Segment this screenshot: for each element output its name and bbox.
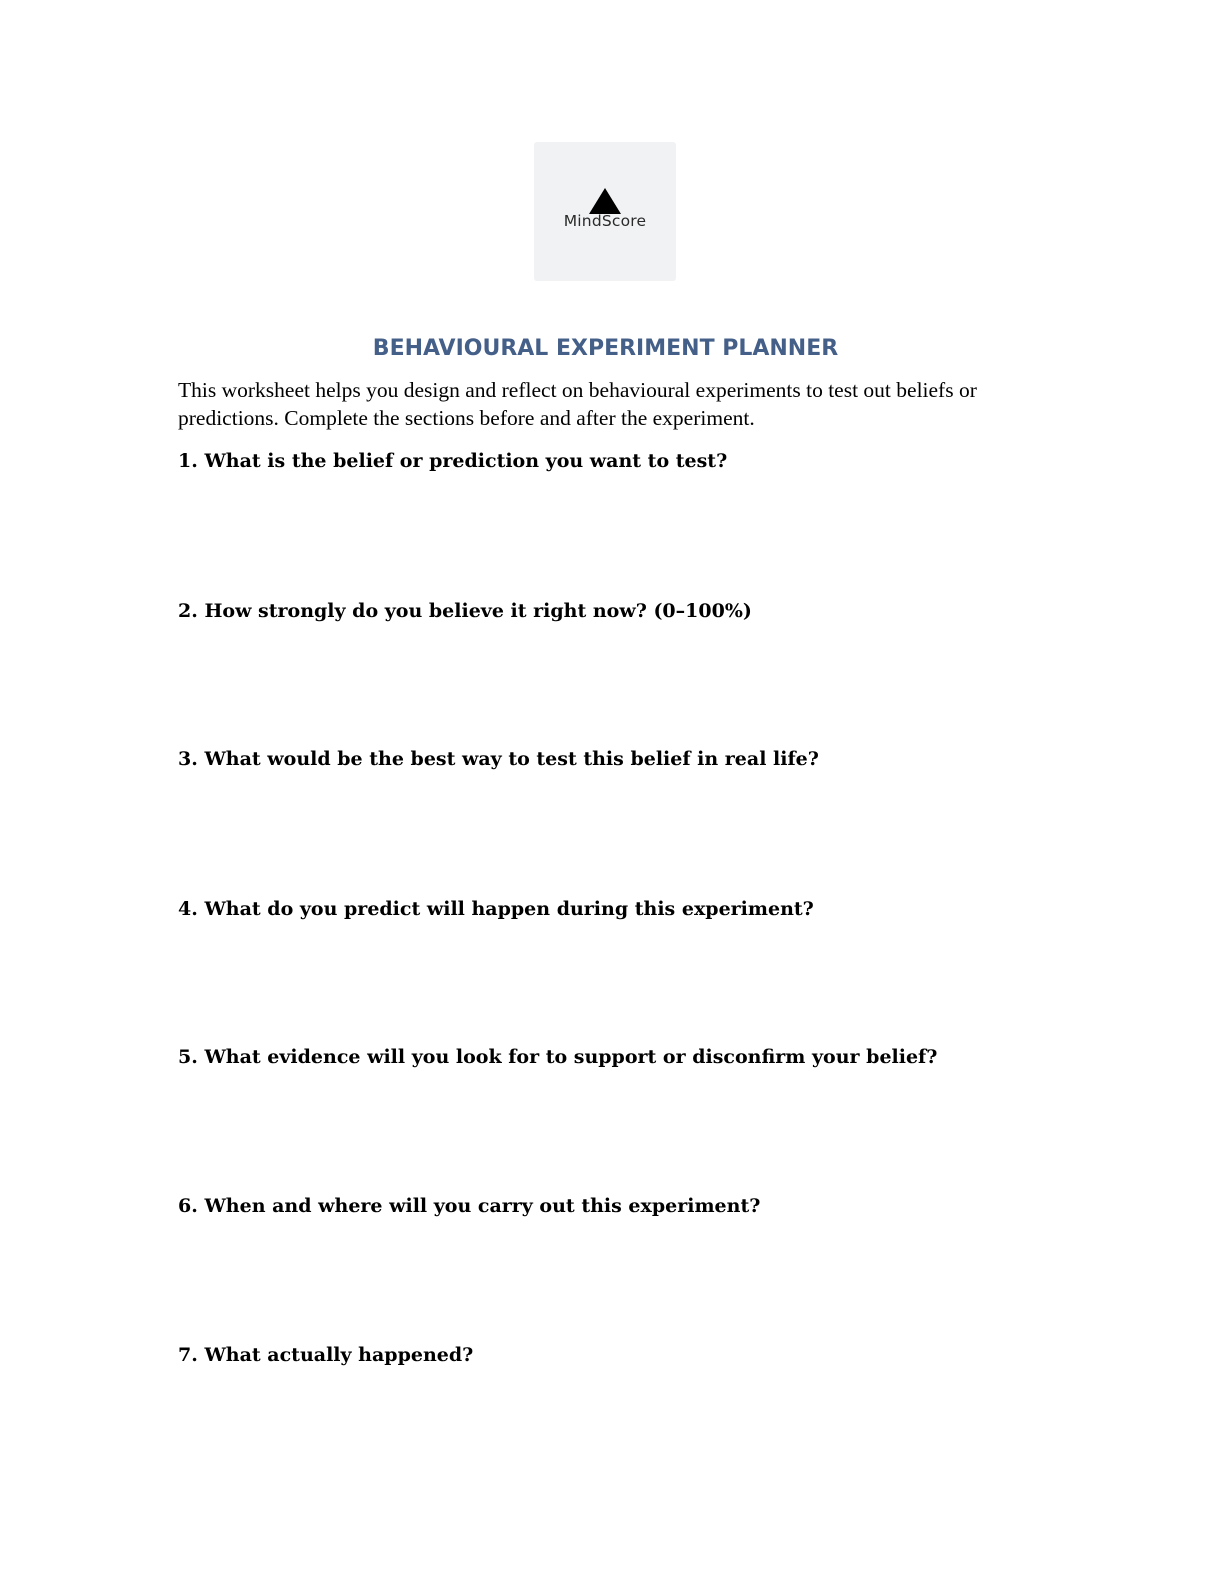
answer-space-1[interactable]: [178, 482, 1046, 582]
answer-space-7[interactable]: [178, 1376, 1046, 1476]
logo: [534, 142, 676, 281]
question-7: 7. What actually happened?: [178, 1344, 474, 1366]
question-3: 3. What would be the best way to test this belief in real life?: [178, 748, 819, 770]
answer-space-2[interactable]: [178, 632, 1046, 732]
logo-text: MindScore: [563, 212, 647, 230]
question-2: 2. How strongly do you believe it right now? (0–100%): [178, 600, 752, 622]
question-4: 4. What do you predict will happen during this experiment?: [178, 898, 814, 920]
page-title: BEHAVIOURAL EXPERIMENT PLANNER: [372, 336, 839, 361]
question-1: 1. What is the belief or prediction you want to test?: [178, 450, 728, 472]
intro-paragraph: This worksheet helps you design and reflect on behavioural experiments to test out beliefs or predictions. Complete the sections before and after the experiment.: [178, 378, 977, 430]
answer-space-5[interactable]: [178, 1078, 1046, 1178]
question-6: 6. When and where will you carry out this experiment?: [178, 1195, 761, 1217]
question-5: 5. What evidence will you look for to support or disconfirm your belief?: [178, 1046, 938, 1068]
answer-space-3[interactable]: [178, 780, 1046, 880]
answer-space-6[interactable]: [178, 1227, 1046, 1327]
answer-space-4[interactable]: [178, 930, 1046, 1030]
triangle-icon: [589, 188, 621, 214]
